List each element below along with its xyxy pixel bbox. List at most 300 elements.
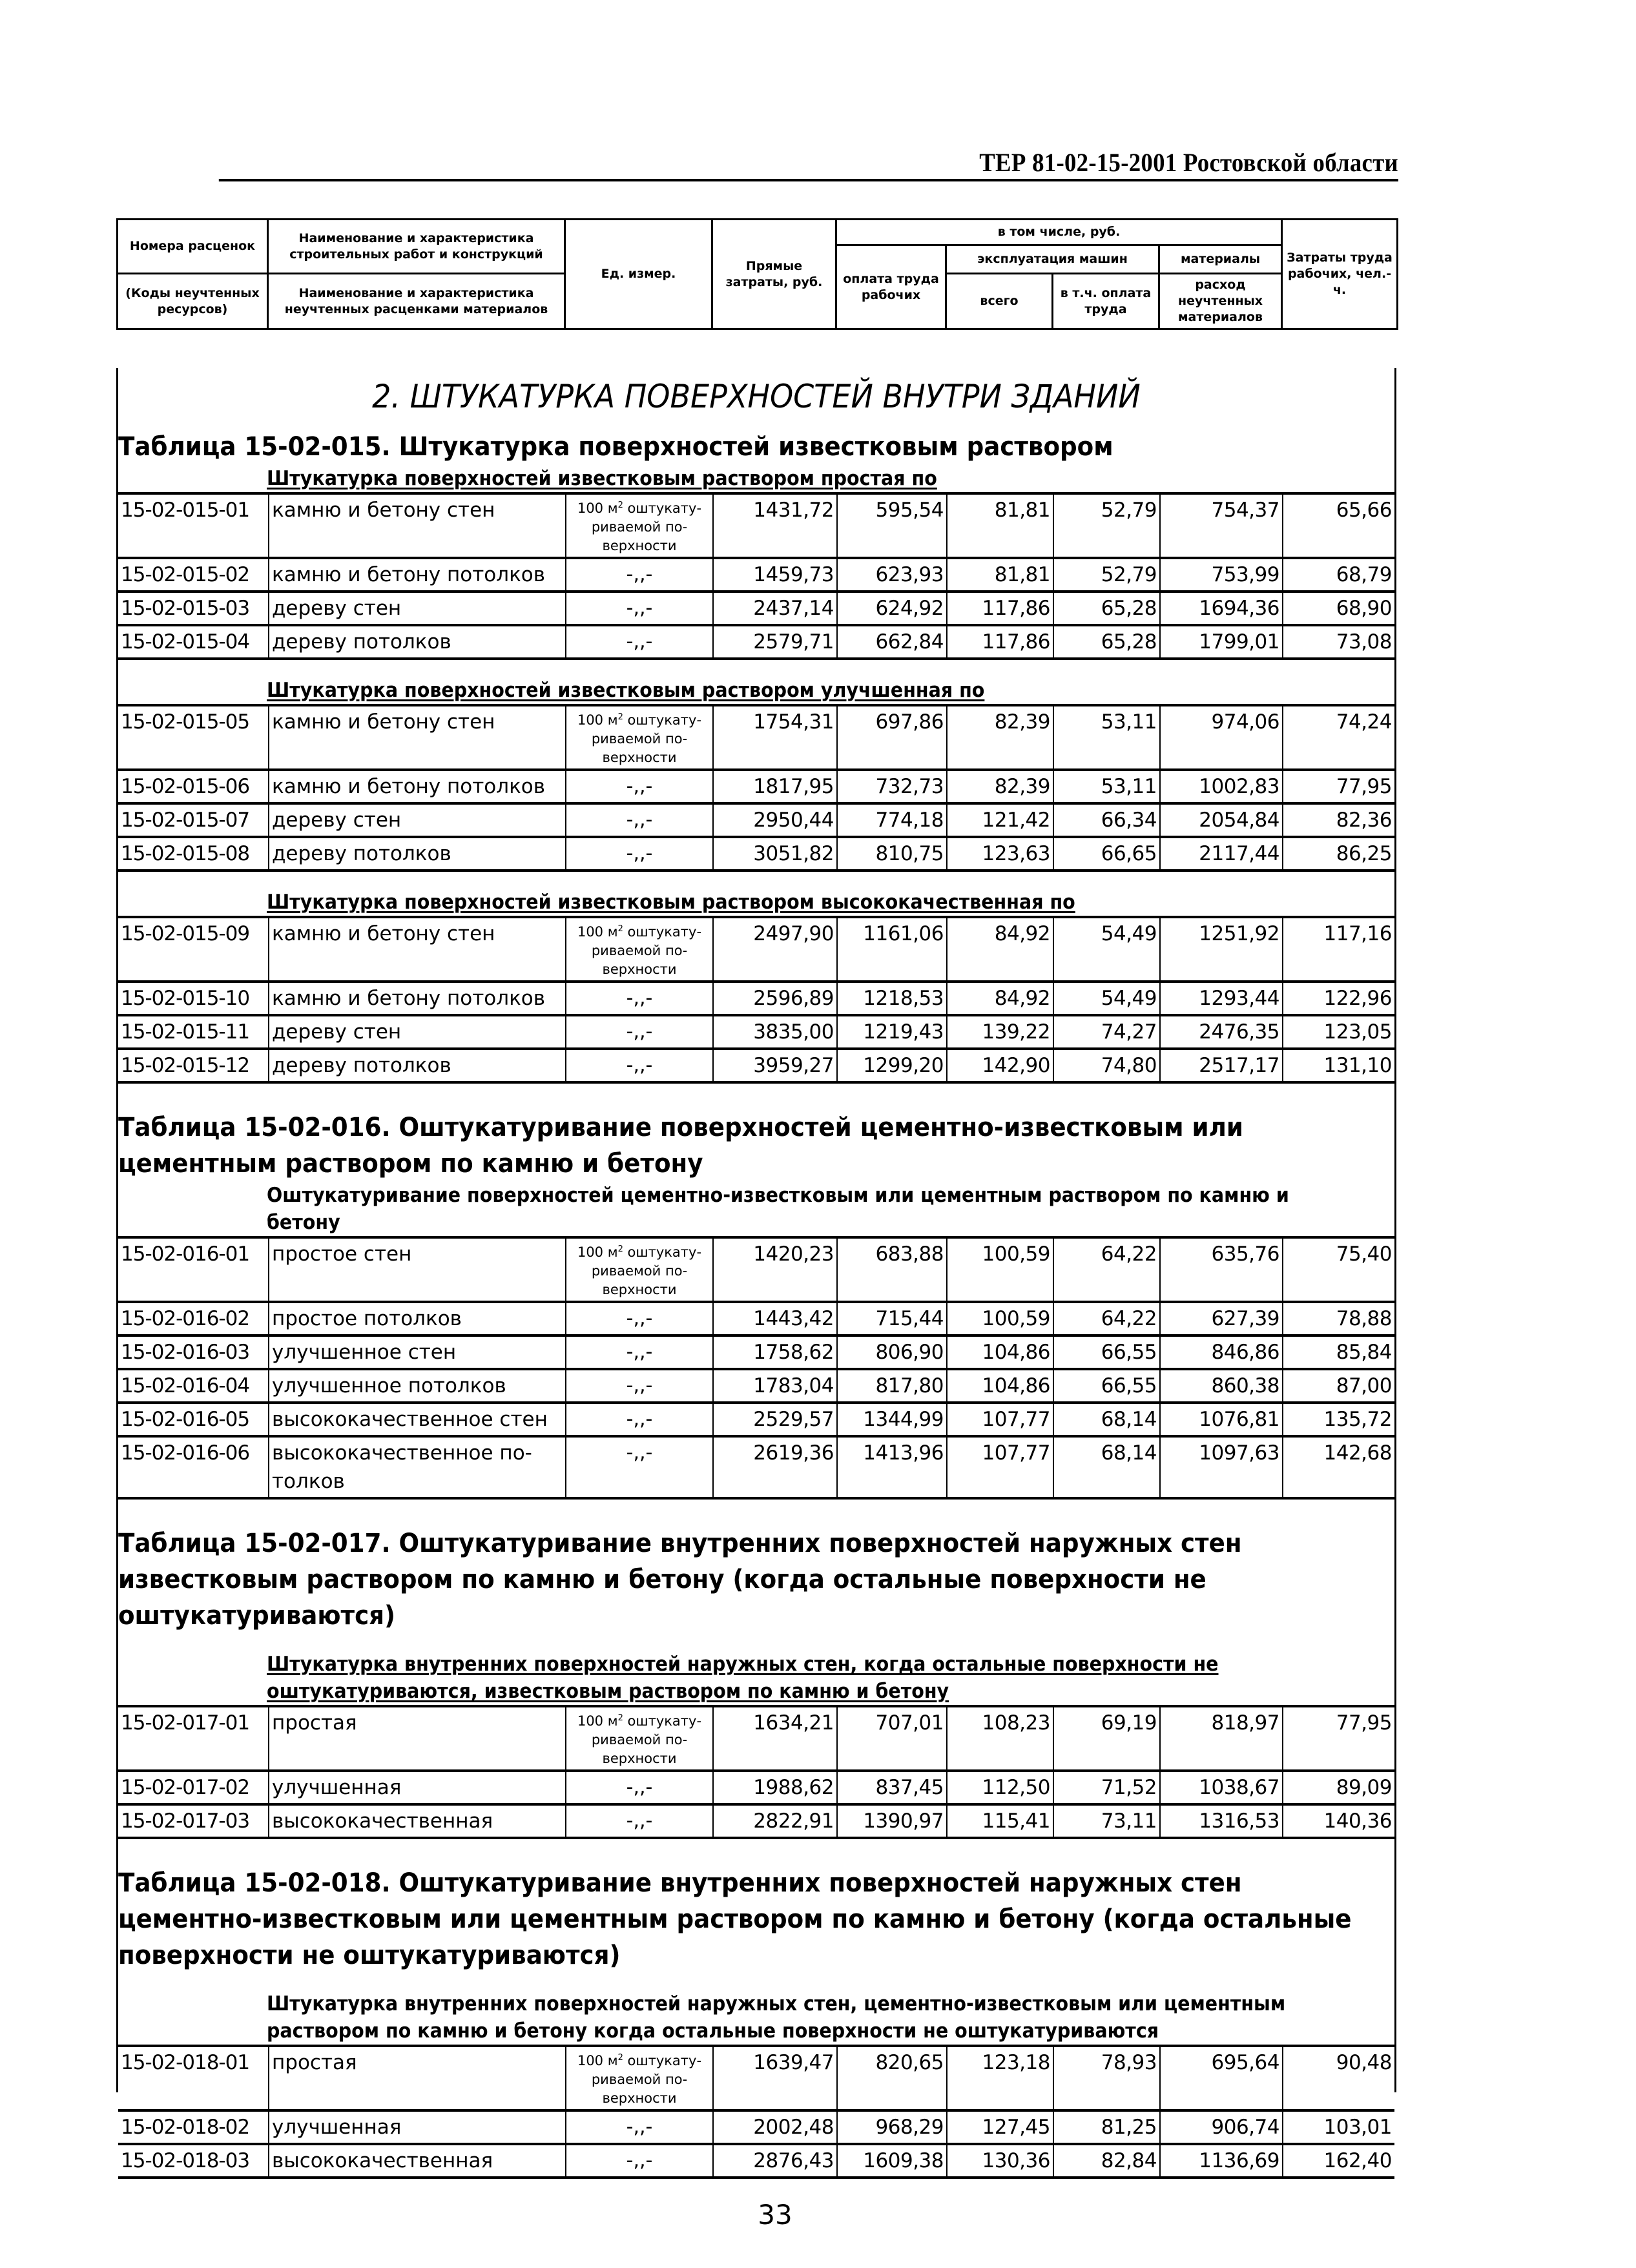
worker-pay: 732,73 — [837, 770, 947, 803]
machines-pay: 73,11 — [1053, 1804, 1160, 1838]
unit-text-rest: оштукату-риваемой по-верхности — [591, 1244, 702, 1297]
materials: 2517,17 — [1160, 1049, 1283, 1082]
spacer — [118, 872, 1394, 889]
materials: 906,74 — [1160, 2110, 1283, 2144]
work-name: простая — [269, 1706, 566, 1771]
header-direct-costs: Прямые затраты, руб. — [712, 220, 836, 329]
header-machines: эксплуатация машин — [946, 245, 1159, 274]
machines-total: 123,63 — [947, 837, 1053, 871]
labor-hours: 103,01 — [1283, 2110, 1394, 2144]
header-labor: Затраты труда рабочих, чел.-ч. — [1282, 220, 1398, 329]
table-row — [118, 1049, 1394, 1082]
materials: 1316,53 — [1160, 1804, 1283, 1838]
machines-pay: 69,19 — [1053, 1706, 1160, 1771]
machines-pay: 53,11 — [1053, 770, 1160, 803]
worker-pay: 623,93 — [837, 558, 947, 592]
labor-hours: 123,05 — [1283, 1015, 1394, 1049]
worker-pay: 697,86 — [837, 705, 947, 770]
unit-text-rest: оштукату-риваемой по-верхности — [591, 924, 702, 977]
table-row — [118, 493, 1394, 558]
rate-code: 15-02-015-11 — [118, 1015, 269, 1049]
rate-code: 15-02-016-04 — [118, 1369, 269, 1403]
spacer — [118, 1084, 1394, 1109]
machines-pay: 78,93 — [1053, 2046, 1160, 2110]
table-row — [118, 770, 1394, 803]
table-row — [118, 2110, 1394, 2144]
materials: 1002,83 — [1160, 770, 1283, 803]
work-name: дереву стен — [269, 803, 566, 837]
materials: 974,06 — [1160, 705, 1283, 770]
tables-root — [118, 420, 1394, 2179]
header-materials: материалы — [1159, 245, 1282, 274]
direct-costs: 3835,00 — [713, 1015, 837, 1049]
header-code: Номера расценок — [118, 220, 268, 274]
column-header-table — [116, 218, 1398, 330]
machines-pay: 68,14 — [1053, 1403, 1160, 1436]
unit-superscript: 2 — [617, 924, 623, 934]
header-worker-pay: оплата труда рабочих — [836, 245, 946, 329]
unit-text: 100 м — [577, 712, 618, 728]
machines-total: 142,90 — [947, 1049, 1053, 1082]
unit-of-measure — [566, 1237, 713, 1302]
spacer — [118, 420, 1394, 429]
labor-hours: 90,48 — [1283, 2046, 1394, 2110]
direct-costs: 2876,43 — [713, 2144, 837, 2178]
machines-total: 82,39 — [947, 705, 1053, 770]
machines-pay: 74,80 — [1053, 1049, 1160, 1082]
materials: 1076,81 — [1160, 1403, 1283, 1436]
rate-code: 15-02-018-01 — [118, 2046, 269, 2110]
machines-pay: 65,28 — [1053, 592, 1160, 625]
work-name: простая — [269, 2046, 566, 2110]
direct-costs: 1639,47 — [713, 2046, 837, 2110]
machines-total: 117,86 — [947, 592, 1053, 625]
worker-pay: 1609,38 — [837, 2144, 947, 2178]
unit-text: 100 м — [577, 1713, 618, 1729]
table-row — [118, 1771, 1394, 1804]
machines-total: 84,92 — [947, 917, 1053, 982]
group-title: Штукатурка поверхностей известковым раствором простая по — [267, 467, 937, 490]
work-name: высококачественная — [269, 2144, 566, 2178]
labor-hours: 131,10 — [1283, 1049, 1394, 1082]
labor-hours: 68,90 — [1283, 592, 1394, 625]
materials: 627,39 — [1160, 1302, 1283, 1335]
materials: 860,38 — [1160, 1369, 1283, 1403]
unit-of-measure — [566, 2046, 713, 2110]
direct-costs: 1443,42 — [713, 1302, 837, 1335]
unit-of-measure — [566, 1706, 713, 1771]
section-title: 2. ШТУКАТУРКА ПОВЕРХНОСТЕЙ ВНУТРИ ЗДАНИЙ — [372, 378, 1141, 415]
direct-costs: 2497,90 — [713, 917, 837, 982]
labor-hours: 65,66 — [1283, 493, 1394, 558]
unit-ditto: -,,- — [566, 1804, 713, 1838]
labor-hours: 77,95 — [1283, 770, 1394, 803]
unit-ditto: -,,- — [566, 558, 713, 592]
materials: 1293,44 — [1160, 982, 1283, 1015]
work-name: дереву стен — [269, 1015, 566, 1049]
labor-hours: 77,95 — [1283, 1706, 1394, 1771]
table-row — [118, 1237, 1394, 1302]
direct-costs: 1754,31 — [713, 705, 837, 770]
direct-costs: 2002,48 — [713, 2110, 837, 2144]
table-row — [118, 2144, 1394, 2178]
unit-ditto: -,,- — [566, 803, 713, 837]
worker-pay: 810,75 — [837, 837, 947, 871]
unit-ditto: -,,- — [566, 1403, 713, 1436]
work-name: простое потолков — [269, 1302, 566, 1335]
header-machines-total: всего — [946, 274, 1053, 329]
rate-code: 15-02-017-01 — [118, 1706, 269, 1771]
machines-total: 104,86 — [947, 1369, 1053, 1403]
table-row — [118, 1436, 1394, 1498]
table-title: Таблица 15-02-017. Оштукатуривание внутренних поверхностей наружных стен известковым раствором по камню и бетону (когда остальные поверхности не оштукатуриваются) — [118, 1529, 1242, 1631]
direct-costs: 1817,95 — [713, 770, 837, 803]
spacer — [118, 1634, 1394, 1651]
table-title: Таблица 15-02-015. Штукатурка поверхностей известковым раствором — [118, 432, 1113, 462]
table-row — [118, 2046, 1394, 2110]
machines-pay: 65,28 — [1053, 625, 1160, 659]
unit-ditto: -,,- — [566, 837, 713, 871]
machines-pay: 68,14 — [1053, 1436, 1160, 1498]
worker-pay: 837,45 — [837, 1771, 947, 1804]
machines-pay: 54,49 — [1053, 917, 1160, 982]
direct-costs: 2437,14 — [713, 592, 837, 625]
rate-code: 15-02-016-06 — [118, 1436, 269, 1498]
work-name: дереву потолков — [269, 837, 566, 871]
labor-hours: 162,40 — [1283, 2144, 1394, 2178]
machines-total: 107,77 — [947, 1403, 1053, 1436]
work-name: камню и бетону стен — [269, 705, 566, 770]
machines-total: 139,22 — [947, 1015, 1053, 1049]
rate-code: 15-02-015-08 — [118, 837, 269, 871]
unit-text-rest: оштукату-риваемой по-верхности — [591, 712, 702, 765]
labor-hours: 135,72 — [1283, 1403, 1394, 1436]
labor-hours: 117,16 — [1283, 917, 1394, 982]
table-row — [118, 1804, 1394, 1838]
rates-table — [118, 704, 1394, 872]
page-number: 33 — [758, 2199, 792, 2231]
machines-pay: 71,52 — [1053, 1771, 1160, 1804]
rate-code: 15-02-016-01 — [118, 1237, 269, 1302]
work-name: камню и бетону потолков — [269, 982, 566, 1015]
work-name: улучшенная — [269, 1771, 566, 1804]
machines-total: 130,36 — [947, 2144, 1053, 2178]
group-title: Штукатурка внутренних поверхностей наружных стен, когда остальные поверхности не оштукатуриваются, известковым раствором по камню и бетону — [267, 1653, 1219, 1703]
materials: 818,97 — [1160, 1706, 1283, 1771]
unit-text: 100 м — [577, 1244, 618, 1260]
machines-total: 100,59 — [947, 1237, 1053, 1302]
worker-pay: 595,54 — [837, 493, 947, 558]
worker-pay: 624,92 — [837, 592, 947, 625]
labor-hours: 78,88 — [1283, 1302, 1394, 1335]
table-row — [118, 558, 1394, 592]
labor-hours: 122,96 — [1283, 982, 1394, 1015]
work-name: дереву стен — [269, 592, 566, 625]
labor-hours: 73,08 — [1283, 625, 1394, 659]
materials: 753,99 — [1160, 558, 1283, 592]
materials: 1251,92 — [1160, 917, 1283, 982]
machines-total: 123,18 — [947, 2046, 1053, 2110]
unit-of-measure — [566, 493, 713, 558]
direct-costs: 2950,44 — [713, 803, 837, 837]
header-code-bottom: (Коды неучтенных ресурсов) — [118, 274, 268, 329]
labor-hours: 87,00 — [1283, 1369, 1394, 1403]
machines-pay: 54,49 — [1053, 982, 1160, 1015]
work-name: улучшенная — [269, 2110, 566, 2144]
header-materials-sub: расход неучтенных материалов — [1159, 274, 1282, 329]
rate-code: 15-02-015-09 — [118, 917, 269, 982]
machines-pay: 82,84 — [1053, 2144, 1160, 2178]
direct-costs: 1783,04 — [713, 1369, 837, 1403]
unit-ditto: -,,- — [566, 770, 713, 803]
table-row — [118, 592, 1394, 625]
group-title: Оштукатуривание поверхностей цементно-известковым или цементным раствором по камню и бетону — [267, 1184, 1289, 1234]
machines-pay: 53,11 — [1053, 705, 1160, 770]
machines-pay: 64,22 — [1053, 1237, 1160, 1302]
unit-ditto: -,,- — [566, 1302, 713, 1335]
machines-pay: 64,22 — [1053, 1302, 1160, 1335]
direct-costs: 2596,89 — [713, 982, 837, 1015]
group-title: Штукатурка внутренних поверхностей наружных стен, цементно-известковым или цементным раствором по камню и бетону когда остальные поверхности не оштукатуриваются — [267, 1992, 1286, 2043]
spacer — [118, 1839, 1394, 1865]
unit-ditto: -,,- — [566, 1015, 713, 1049]
direct-costs: 1459,73 — [713, 558, 837, 592]
table-row — [118, 1335, 1394, 1369]
unit-ditto: -,,- — [566, 592, 713, 625]
materials: 635,76 — [1160, 1237, 1283, 1302]
work-name: простое стен — [269, 1237, 566, 1302]
machines-total: 100,59 — [947, 1302, 1053, 1335]
materials: 846,86 — [1160, 1335, 1283, 1369]
rates-table — [118, 492, 1394, 660]
machines-pay: 66,55 — [1053, 1369, 1160, 1403]
rate-code: 15-02-015-06 — [118, 770, 269, 803]
unit-text: 100 м — [577, 500, 618, 516]
rate-code: 15-02-015-04 — [118, 625, 269, 659]
group-title: Штукатурка поверхностей известковым раствором улучшенная по — [267, 679, 985, 702]
direct-costs: 1634,21 — [713, 1706, 837, 1771]
rate-code: 15-02-017-03 — [118, 1804, 269, 1838]
labor-hours: 89,09 — [1283, 1771, 1394, 1804]
rate-code: 15-02-018-02 — [118, 2110, 269, 2144]
worker-pay: 774,18 — [837, 803, 947, 837]
machines-total: 127,45 — [947, 2110, 1053, 2144]
materials: 1038,67 — [1160, 1771, 1283, 1804]
machines-pay: 81,25 — [1053, 2110, 1160, 2144]
table-row — [118, 1403, 1394, 1436]
unit-superscript: 2 — [617, 712, 623, 722]
materials: 2054,84 — [1160, 803, 1283, 837]
spacer — [118, 1974, 1394, 1990]
machines-total: 108,23 — [947, 1706, 1053, 1771]
labor-hours: 142,68 — [1283, 1436, 1394, 1498]
work-name: улучшенное стен — [269, 1335, 566, 1369]
unit-text: 100 м — [577, 924, 618, 940]
materials: 1694,36 — [1160, 592, 1283, 625]
machines-total: 84,92 — [947, 982, 1053, 1015]
table-row — [118, 625, 1394, 659]
rate-code: 15-02-018-03 — [118, 2144, 269, 2178]
unit-ditto: -,,- — [566, 982, 713, 1015]
spacer — [118, 660, 1394, 677]
materials: 754,37 — [1160, 493, 1283, 558]
worker-pay: 817,80 — [837, 1369, 947, 1403]
machines-pay: 66,34 — [1053, 803, 1160, 837]
unit-ditto: -,,- — [566, 1049, 713, 1082]
unit-of-measure — [566, 705, 713, 770]
table-row — [118, 1302, 1394, 1335]
rate-code: 15-02-015-01 — [118, 493, 269, 558]
machines-pay: 66,55 — [1053, 1335, 1160, 1369]
spacer — [118, 1500, 1394, 1525]
direct-costs: 1431,72 — [713, 493, 837, 558]
work-name: камню и бетону потолков — [269, 558, 566, 592]
worker-pay: 715,44 — [837, 1302, 947, 1335]
rate-code: 15-02-015-12 — [118, 1049, 269, 1082]
table-row — [118, 1015, 1394, 1049]
unit-of-measure — [566, 917, 713, 982]
machines-total: 107,77 — [947, 1436, 1053, 1498]
rate-code: 15-02-015-07 — [118, 803, 269, 837]
table-title: Таблица 15-02-018. Оштукатуривание внутренних поверхностей наружных стен цементно-известковым или цементным раствором по камню и бетону (когда остальные поверхности не оштукатуриваются) — [118, 1868, 1352, 1970]
work-name: высококачественное стен — [269, 1403, 566, 1436]
unit-ditto: -,,- — [566, 2110, 713, 2144]
direct-costs: 3959,27 — [713, 1049, 837, 1082]
direct-costs: 3051,82 — [713, 837, 837, 871]
header-name: Наименование и характеристика строительных работ и конструкций — [268, 220, 565, 274]
work-name: высококачественная — [269, 1804, 566, 1838]
direct-costs: 2822,91 — [713, 1804, 837, 1838]
unit-text-rest: оштукату-риваемой по-верхности — [591, 1713, 702, 1766]
rate-code: 15-02-015-10 — [118, 982, 269, 1015]
machines-total: 104,86 — [947, 1335, 1053, 1369]
worker-pay: 683,88 — [837, 1237, 947, 1302]
machines-total: 81,81 — [947, 493, 1053, 558]
direct-costs: 2579,71 — [713, 625, 837, 659]
table-row — [118, 1369, 1394, 1403]
rate-code: 15-02-016-02 — [118, 1302, 269, 1335]
direct-costs: 2619,36 — [713, 1436, 837, 1498]
header-name-bottom: Наименование и характеристика неучтенных расценками материалов — [268, 274, 565, 329]
rates-table — [118, 916, 1394, 1084]
labor-hours: 85,84 — [1283, 1335, 1394, 1369]
direct-costs: 2529,57 — [713, 1403, 837, 1436]
table-title: Таблица 15-02-016. Оштукатуривание поверхностей цементно-известковым или цементным раствором по камню и бетону — [118, 1113, 1243, 1179]
table-row — [118, 982, 1394, 1015]
rates-table — [118, 2045, 1394, 2179]
rates-table — [118, 1236, 1394, 1500]
machines-pay: 52,79 — [1053, 558, 1160, 592]
materials: 1799,01 — [1160, 625, 1283, 659]
materials: 2117,44 — [1160, 837, 1283, 871]
unit-ditto: -,,- — [566, 1436, 713, 1498]
machines-total: 121,42 — [947, 803, 1053, 837]
table-row — [118, 917, 1394, 982]
unit-text: 100 м — [577, 2053, 618, 2068]
machines-pay: 74,27 — [1053, 1015, 1160, 1049]
direct-costs: 1758,62 — [713, 1335, 837, 1369]
unit-ditto: -,,- — [566, 625, 713, 659]
group-title: Штукатурка поверхностей известковым раствором высококачественная по — [267, 891, 1075, 914]
work-name: высококачественное по-толков — [269, 1436, 566, 1498]
table-row — [118, 1706, 1394, 1771]
rate-code: 15-02-015-02 — [118, 558, 269, 592]
table-row — [118, 837, 1394, 871]
machines-total: 117,86 — [947, 625, 1053, 659]
machines-total: 115,41 — [947, 1804, 1053, 1838]
table-row — [118, 803, 1394, 837]
machines-total: 82,39 — [947, 770, 1053, 803]
unit-superscript: 2 — [617, 2053, 623, 2063]
work-name: дереву потолков — [269, 625, 566, 659]
unit-superscript: 2 — [617, 1713, 623, 1723]
worker-pay: 806,90 — [837, 1335, 947, 1369]
rate-code: 15-02-015-03 — [118, 592, 269, 625]
rates-content — [116, 368, 1396, 2172]
rates-table — [118, 1705, 1394, 1839]
labor-hours: 86,25 — [1283, 837, 1394, 871]
header-unit: Ед. измер. — [565, 220, 712, 329]
work-name: камню и бетону стен — [269, 493, 566, 558]
worker-pay: 1219,43 — [837, 1015, 947, 1049]
unit-superscript: 2 — [617, 500, 623, 510]
machines-pay: 66,65 — [1053, 837, 1160, 871]
materials: 695,64 — [1160, 2046, 1283, 2110]
machines-total: 81,81 — [947, 558, 1053, 592]
worker-pay: 820,65 — [837, 2046, 947, 2110]
materials: 2476,35 — [1160, 1015, 1283, 1049]
labor-hours: 82,36 — [1283, 803, 1394, 837]
labor-hours: 68,79 — [1283, 558, 1394, 592]
work-name: улучшенное потолков — [269, 1369, 566, 1403]
worker-pay: 1413,96 — [837, 1436, 947, 1498]
worker-pay: 1218,53 — [837, 982, 947, 1015]
rate-code: 15-02-016-03 — [118, 1335, 269, 1369]
materials: 1136,69 — [1160, 2144, 1283, 2178]
materials: 1097,63 — [1160, 1436, 1283, 1498]
worker-pay: 1390,97 — [837, 1804, 947, 1838]
machines-pay: 52,79 — [1053, 493, 1160, 558]
unit-superscript: 2 — [617, 1244, 623, 1254]
header-including: в том числе, руб. — [836, 220, 1282, 245]
rate-code: 15-02-015-05 — [118, 705, 269, 770]
direct-costs: 1420,23 — [713, 1237, 837, 1302]
header-machines-pay: в т.ч. оплата труда — [1053, 274, 1159, 329]
worker-pay: 1344,99 — [837, 1403, 947, 1436]
unit-ditto: -,,- — [566, 1369, 713, 1403]
worker-pay: 707,01 — [837, 1706, 947, 1771]
machines-total: 112,50 — [947, 1771, 1053, 1804]
worker-pay: 968,29 — [837, 2110, 947, 2144]
running-header: ТЕР 81-02-15-2001 Ростовской области — [219, 147, 1398, 181]
worker-pay: 1299,20 — [837, 1049, 947, 1082]
unit-ditto: -,,- — [566, 1335, 713, 1369]
unit-ditto: -,,- — [566, 2144, 713, 2178]
unit-ditto: -,,- — [566, 1771, 713, 1804]
rate-code: 15-02-017-02 — [118, 1771, 269, 1804]
unit-text-rest: оштукату-риваемой по-верхности — [591, 2053, 702, 2106]
work-name: камню и бетону потолков — [269, 770, 566, 803]
labor-hours: 140,36 — [1283, 1804, 1394, 1838]
worker-pay: 662,84 — [837, 625, 947, 659]
work-name: дереву потолков — [269, 1049, 566, 1082]
labor-hours: 74,24 — [1283, 705, 1394, 770]
table-row — [118, 705, 1394, 770]
unit-text-rest: оштукату-риваемой по-верхности — [591, 500, 702, 553]
worker-pay: 1161,06 — [837, 917, 947, 982]
work-name: камню и бетону стен — [269, 917, 566, 982]
labor-hours: 75,40 — [1283, 1237, 1394, 1302]
